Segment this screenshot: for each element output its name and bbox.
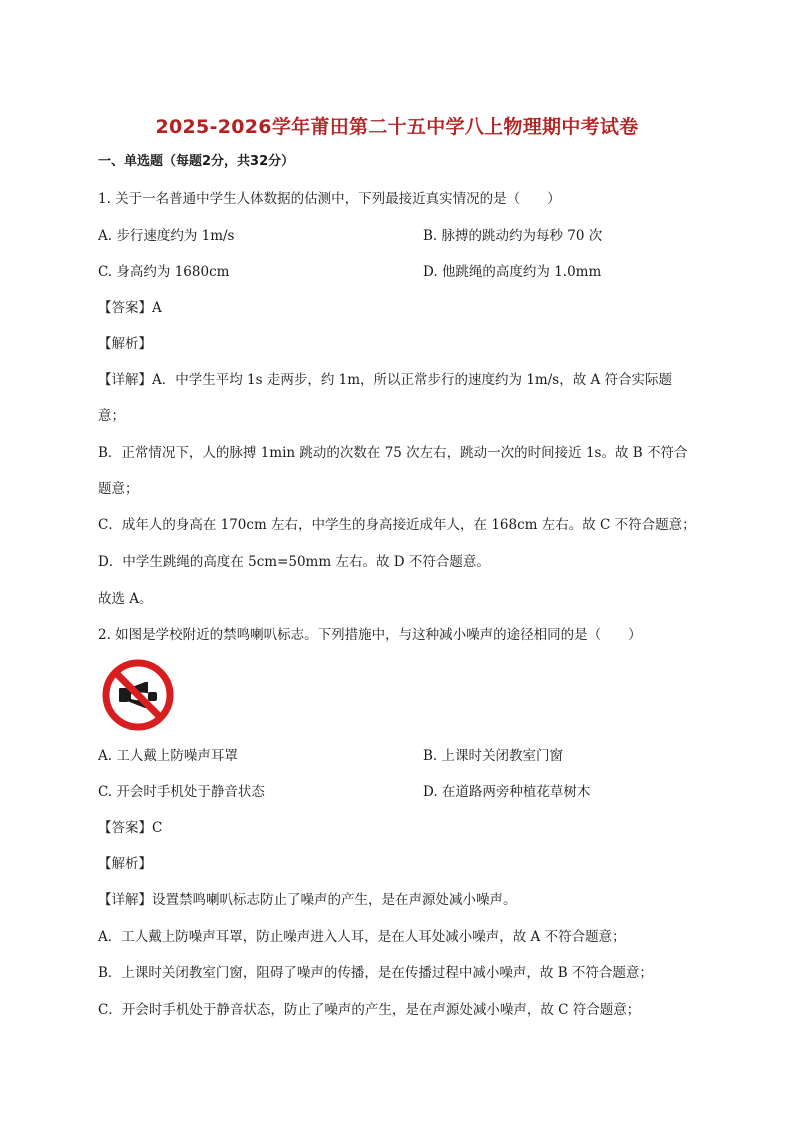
- page-title: 2025-2026学年莆田第二十五中学八上物理期中考试卷: [155, 116, 639, 138]
- question-1-detail-a-line2: 意；: [98, 408, 125, 424]
- question-1-detail-c: C．成年人的身高在 170cm 左右，中学生的身高接近成年人，在 168cm 左右。故 C 不符合题意；: [98, 517, 696, 533]
- question-2-option-a: A. 工人戴上防噪声耳罩: [98, 748, 238, 764]
- question-2-option-c: C. 开会时手机处于静音状态: [98, 784, 265, 800]
- question-1-option-d: D. 他跳绳的高度约为 1.0mm: [423, 264, 602, 280]
- question-2-stem: 2. 如图是学校附近的禁鸣喇叭标志。下列措施中，与这种减小噪声的途径相同的是（ ）: [98, 627, 642, 643]
- question-1-conclusion: 故选 A。: [98, 591, 153, 607]
- question-1-answer: 【答案】A: [98, 300, 162, 316]
- question-1-option-c: C. 身高约为 1680cm: [98, 264, 230, 280]
- question-1-detail-b-line1: B．正常情况下，人的脉搏 1min 跳动的次数在 75 次左右，跳动一次的时间接近 1s。故 B 不符合: [98, 445, 688, 461]
- question-2-detail-c: C．开会时手机处于静音状态，防止了噪声的产生，是在声源处减小噪声，故 C 符合题意；: [98, 1002, 641, 1018]
- question-1-detail-b-line2: 题意；: [98, 481, 139, 497]
- question-2-answer: 【答案】C: [98, 820, 163, 836]
- question-1-detail-a-line1: 【详解】A．中学生平均 1s 走两步，约 1m，所以正常步行的速度约为 1m/s，故 A 符合实际题: [98, 372, 673, 388]
- question-1-detail-d: D．中学生跳绳的高度在 5cm=50mm 左右。故 D 不符合题意。: [98, 554, 490, 570]
- question-1-stem: 1. 关于一名普通中学生人体数据的估测中，下列最接近真实情况的是（ ）: [98, 191, 561, 207]
- question-2-option-d: D. 在道路两旁种植花草树木: [423, 784, 591, 800]
- question-1-option-b: B. 脉搏的跳动约为每秒 70 次: [423, 228, 603, 244]
- question-2-analysis-label: 【解析】: [98, 856, 152, 872]
- question-2-detail-a: A．工人戴上防噪声耳罩，防止噪声进入人耳，是在人耳处减小噪声，故 A 不符合题意；: [98, 929, 626, 945]
- question-2-option-b: B. 上课时关闭教室门窗: [423, 748, 564, 764]
- section-heading: 一、单选题（每题2分，共32分）: [98, 154, 295, 169]
- no-honking-sign-icon: [101, 658, 175, 732]
- question-2-detail-b: B．上课时关闭教室门窗，阻碍了噪声的传播，是在传播过程中减小噪声，故 B 不符合题意；: [98, 965, 653, 981]
- question-1-analysis-label: 【解析】: [98, 336, 152, 352]
- question-1-option-a: A. 步行速度约为 1m/s: [98, 228, 235, 244]
- question-2-detail: 【详解】设置禁鸣喇叭标志防止了噪声的产生，是在声源处减小噪声。: [98, 892, 517, 908]
